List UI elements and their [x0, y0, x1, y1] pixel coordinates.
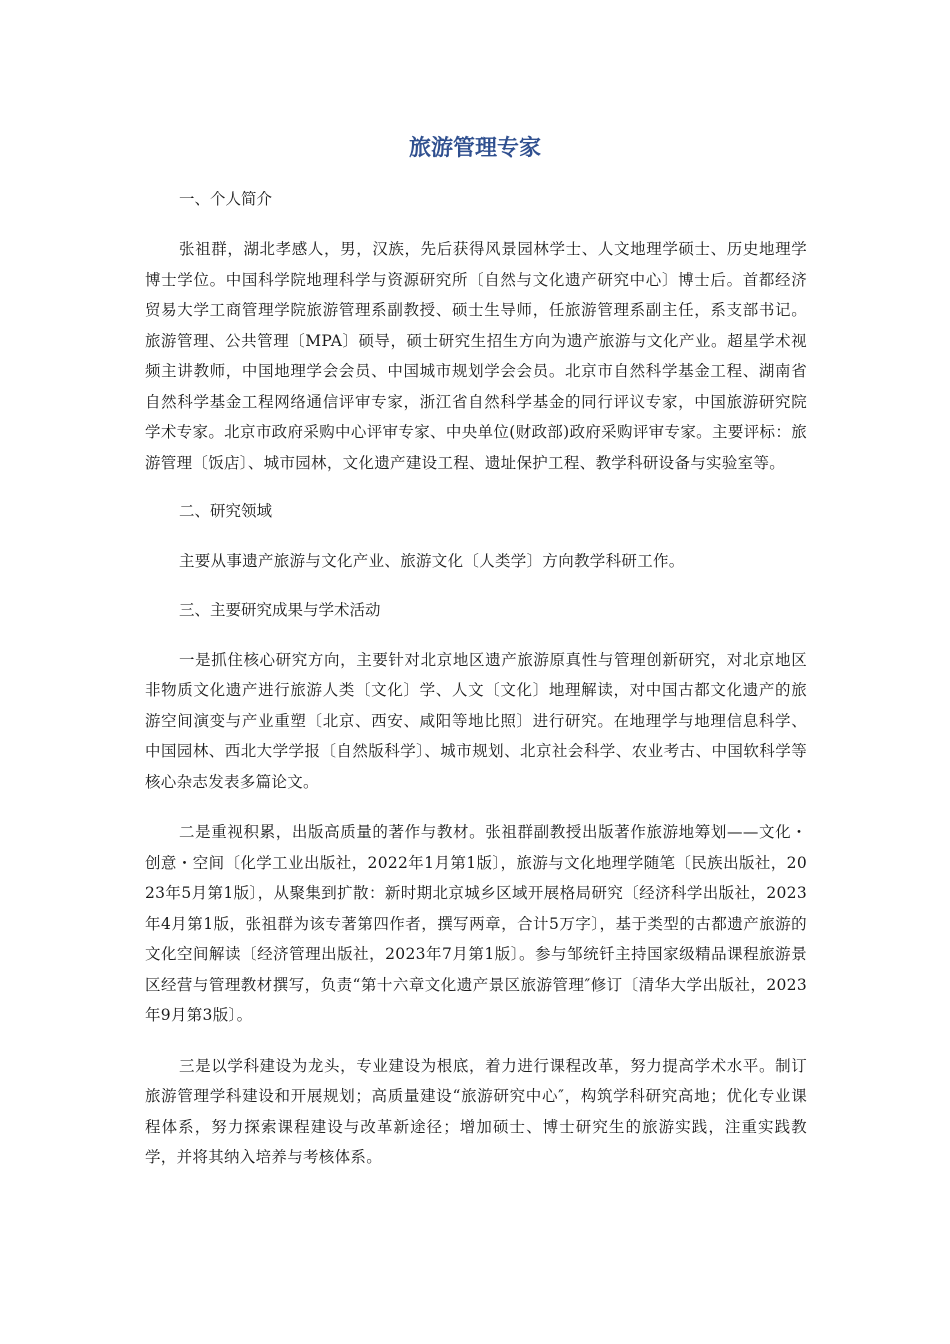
paragraph: 二是重视积累，出版高质量的著作与教材。张祖群副教授出版著作旅游地筹划——文化・创意・空间〔化学工业出版社，2022年1月第1版〕，旅游与文化地理学随笔〔民族出版社，2023年5月第1版〕，从聚集到扩散：新时期北京城乡区域开展格局研究〔经济科学出版社，2023年4月第1版，张祖群为该专著第四作者，撰写两章，合计5万字〕，基于类型的古都遗产旅游的文化空间解读〔经济管理出版社，2023年7月第1版〕。参与邹统钎主持国家级精品课程旅游景区经营与管理教材撰写，负责“第十六章文化遗产景区旅游管理″修订〔清华大学出版社，2023年9月第3版〕。 [145, 823, 807, 1024]
section-heading: 一、个人简介 [179, 190, 273, 208]
paragraph: 三是以学科建设为龙头，专业建设为根底，着力进行课程改革，努力提高学术水平。制订旅游管理学科建设和开展规划；高质量建设“旅游研究中心″，构筑学科研究高地；优化专业课程体系，努力探索课程建设与改革新途径；增加硕士、博士研究生的旅游实践，注重实践教学，并将其纳入培养与考核体系。 [145, 1056, 807, 1166]
section-heading: 三、主要研究成果与学术活动 [179, 600, 381, 619]
section-research-field [145, 498, 807, 577]
section-achievements [145, 597, 807, 1173]
page-title: 旅游管理专家 [408, 136, 541, 161]
paragraph: 张祖群，湖北孝感人，男，汉族，先后获得风景园林学士、人文地理学硕士、历史地理学博士学位。中国科学院地理科学与资源研究所〔自然与文化遗产研究中心〕博士后。首都经济贸易大学工商管理学院旅游管理系副教授、硕士生导师，任旅游管理系副主任，系支部书记。旅游管理、公共管理〔MPA〕硕导，硕士研究生招生方向为遗产旅游与文化产业。超星学术视频主讲教师，中国地理学会会员、中国城市规划学会会员。北京市自然科学基金工程、湖南省自然科学基金工程网络通信评审专家，浙江省自然科学基金的同行评议专家，中国旅游研究院学术专家。北京市政府采购中心评审专家、中央单位(财政部)政府采购评审专家。主要评标：旅游管理〔饭店〕、城市园林，文化遗产建设工程、遗址保护工程、教学科研设备与实验室等。 [145, 240, 807, 472]
paragraph: 主要从事遗产旅游与文化产业、旅游文化〔人类学〕方向教学科研工作。 [179, 552, 685, 570]
paragraph: 一是抓住核心研究方向，主要针对北京地区遗产旅游原真性与管理创新研究，对北京地区非物质文化遗产进行旅游人类〔文化〕学、人文〔文化〕地理解读，对中国古都文化遗产的旅游空间演变与产业重塑〔北京、西安、咸阳等地比照〕进行研究。在地理学与地理信息科学、中国园林、西北大学学报〔自然版科学〕、城市规划、北京社会科学、农业考古、中国软科学等核心杂志发表多篇论文。 [145, 650, 807, 791]
section-personal-profile [145, 186, 807, 478]
section-heading: 二、研究领域 [179, 502, 273, 520]
document-body [145, 186, 807, 1173]
